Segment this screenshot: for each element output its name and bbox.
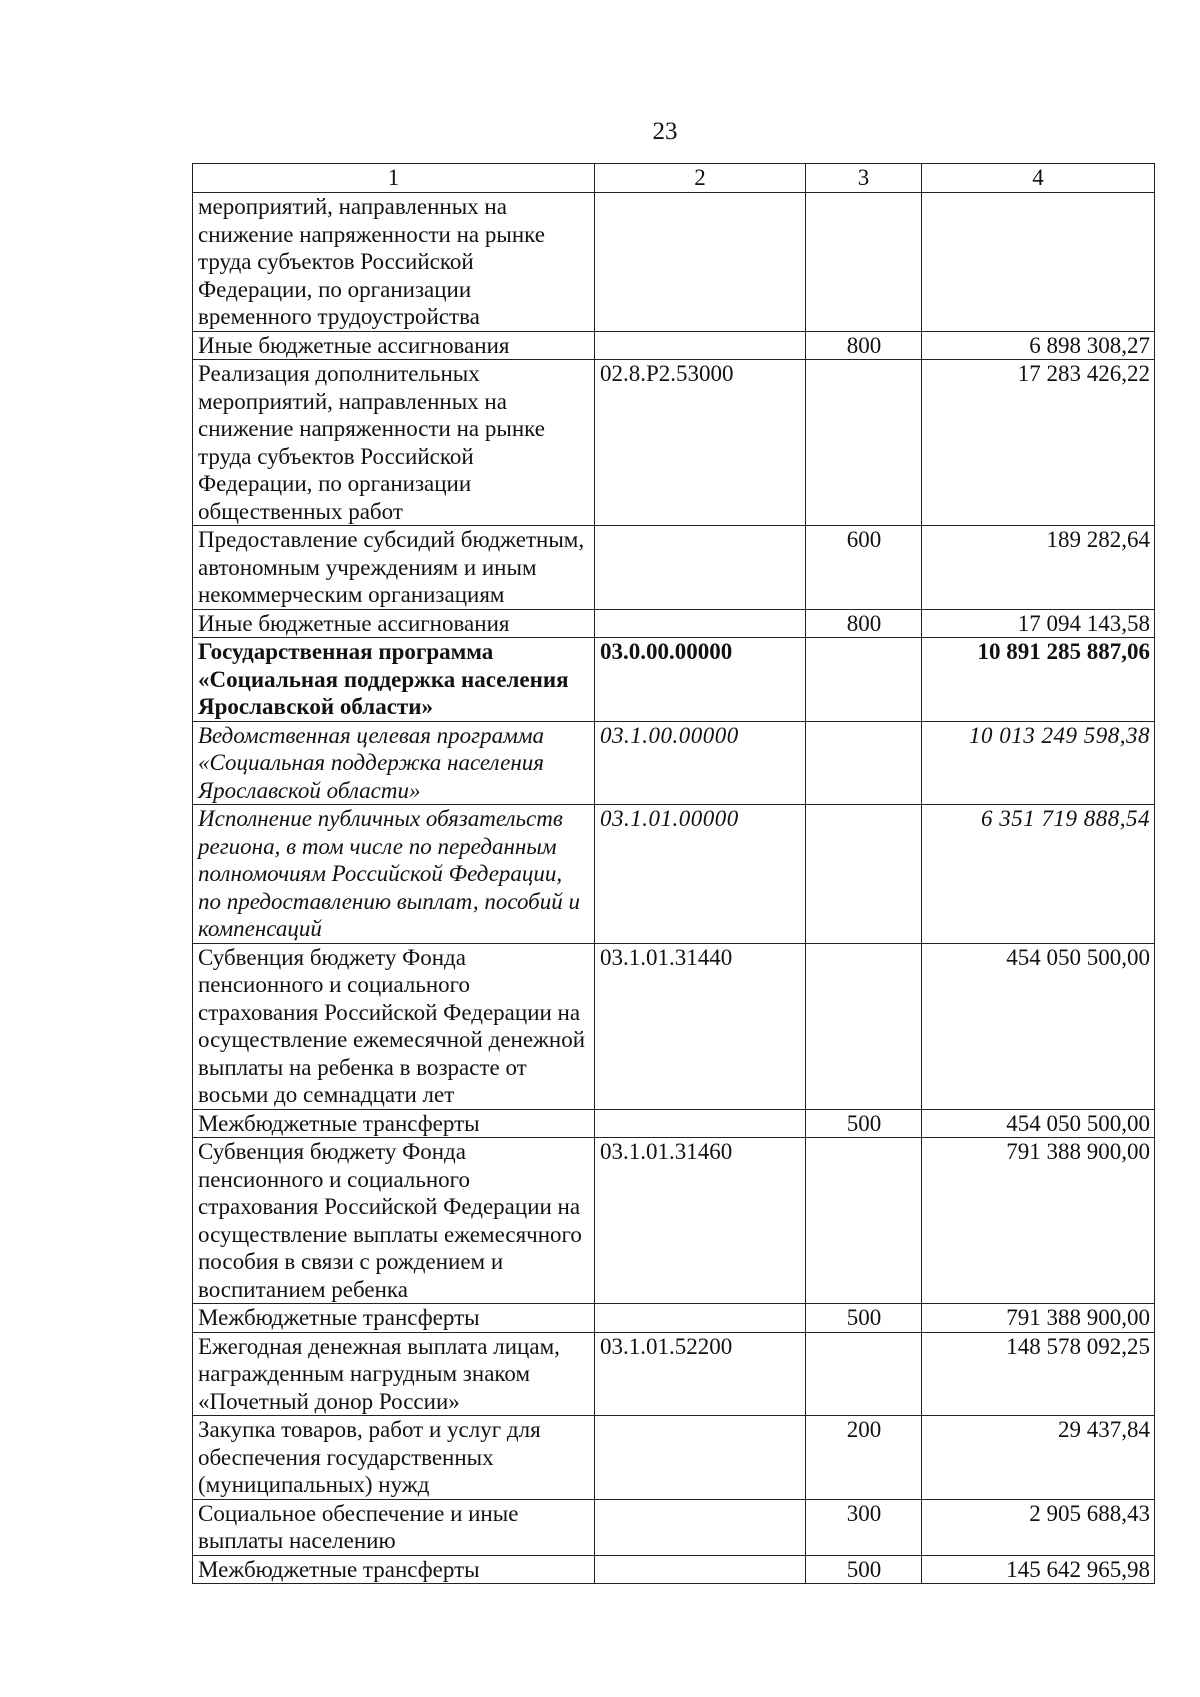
table-row	[193, 609, 1155, 638]
table-row	[193, 1555, 1155, 1584]
row-code-cell	[595, 1304, 806, 1333]
row-name-cell: Социальное обеспечение и иные выплаты населению	[193, 1499, 595, 1555]
row-amount-cell: 29 437,84	[922, 1416, 1155, 1500]
row-amount-cell: 791 388 900,00	[922, 1138, 1155, 1304]
row-amount-cell: 17 283 426,22	[922, 360, 1155, 526]
row-name-cell: Ведомственная целевая программа «Социальная поддержка населения Ярославской области»	[193, 721, 595, 805]
row-amount-cell: 791 388 900,00	[922, 1304, 1155, 1333]
row-code-cell	[595, 331, 806, 360]
table-row	[193, 331, 1155, 360]
table-row	[193, 1499, 1155, 1555]
page-number: 23	[652, 118, 678, 145]
row-code-cell	[595, 1555, 806, 1584]
row-type-cell: 800	[806, 609, 922, 638]
row-code-cell	[595, 193, 806, 332]
row-name-cell: Ежегодная денежная выплата лицам, награжденным нагрудным знаком «Почетный донор России»	[193, 1332, 595, 1416]
row-type-cell: 200	[806, 1416, 922, 1500]
row-amount-cell	[922, 193, 1155, 332]
row-name-cell: Реализация дополнительных мероприятий, направленных на снижение напряженности на рынке труда субъектов Российской Федерации, по организации общественных работ	[193, 360, 595, 526]
row-type-cell	[806, 360, 922, 526]
row-name-cell: Субвенция бюджету Фонда пенсионного и социального страхования Российской Федерации на осуществление выплаты ежемесячного пособия в связи с рождением и воспитанием ребенка	[193, 1138, 595, 1304]
table-row	[193, 943, 1155, 1109]
row-type-cell: 500	[806, 1109, 922, 1138]
row-type-cell: 800	[806, 331, 922, 360]
row-type-cell: 500	[806, 1304, 922, 1333]
row-type-cell: 300	[806, 1499, 922, 1555]
table-row	[193, 1138, 1155, 1304]
row-type-cell	[806, 1332, 922, 1416]
row-amount-cell: 189 282,64	[922, 526, 1155, 610]
row-code-cell: 03.1.00.00000	[595, 721, 806, 805]
column-header: 2	[595, 164, 806, 193]
table-row	[193, 360, 1155, 526]
row-code-cell	[595, 609, 806, 638]
row-name-cell: Иные бюджетные ассигнования	[193, 331, 595, 360]
row-name-cell: Государственная программа «Социальная поддержка населения Ярославской области»	[193, 638, 595, 722]
row-amount-cell: 6 898 308,27	[922, 331, 1155, 360]
row-name-cell: Межбюджетные трансферты	[193, 1304, 595, 1333]
row-code-cell: 03.0.00.00000	[595, 638, 806, 722]
row-amount-cell: 454 050 500,00	[922, 943, 1155, 1109]
row-name-cell: Предоставление субсидий бюджетным, автономным учреждениям и иным некоммерческим организациям	[193, 526, 595, 610]
row-type-cell	[806, 721, 922, 805]
table-row	[193, 526, 1155, 610]
row-code-cell	[595, 526, 806, 610]
row-amount-cell: 6 351 719 888,54	[922, 805, 1155, 944]
row-name-cell: Межбюджетные трансферты	[193, 1109, 595, 1138]
row-code-cell	[595, 1416, 806, 1500]
row-amount-cell: 10 891 285 887,06	[922, 638, 1155, 722]
row-name-cell: Исполнение публичных обязательств региона, в том числе по переданным полномочиям Российской Федерации, по предоставлению выплат, пособий и компенсаций	[193, 805, 595, 944]
row-code-cell: 03.1.01.00000	[595, 805, 806, 944]
row-code-cell: 03.1.01.31460	[595, 1138, 806, 1304]
table-row	[193, 1109, 1155, 1138]
row-code-cell	[595, 1109, 806, 1138]
table-row	[193, 1332, 1155, 1416]
row-code-cell: 03.1.01.31440	[595, 943, 806, 1109]
row-amount-cell: 2 905 688,43	[922, 1499, 1155, 1555]
table-row	[193, 721, 1155, 805]
row-amount-cell: 148 578 092,25	[922, 1332, 1155, 1416]
budget-table	[192, 163, 1155, 1584]
row-amount-cell: 145 642 965,98	[922, 1555, 1155, 1584]
table-row	[193, 805, 1155, 944]
row-type-cell	[806, 638, 922, 722]
table-row	[193, 1304, 1155, 1333]
row-amount-cell: 10 013 249 598,38	[922, 721, 1155, 805]
row-name-cell: Субвенция бюджету Фонда пенсионного и социального страхования Российской Федерации на осуществление ежемесячной денежной выплаты на ребенка в возрасте от восьми до семнадцати лет	[193, 943, 595, 1109]
row-name-cell: Межбюджетные трансферты	[193, 1555, 595, 1584]
table-header-row	[193, 164, 1155, 193]
row-type-cell	[806, 805, 922, 944]
column-header: 1	[193, 164, 595, 193]
row-type-cell	[806, 1138, 922, 1304]
column-header: 4	[922, 164, 1155, 193]
row-code-cell	[595, 1499, 806, 1555]
row-type-cell	[806, 943, 922, 1109]
row-type-cell	[806, 193, 922, 332]
row-type-cell: 500	[806, 1555, 922, 1584]
table-row	[193, 193, 1155, 332]
row-type-cell: 600	[806, 526, 922, 610]
table-row	[193, 638, 1155, 722]
row-name-cell: мероприятий, направленных на снижение напряженности на рынке труда субъектов Российской Федерации, по организации временного трудоустройства	[193, 193, 595, 332]
row-amount-cell: 17 094 143,58	[922, 609, 1155, 638]
row-code-cell: 02.8.Р2.53000	[595, 360, 806, 526]
table-row	[193, 1416, 1155, 1500]
row-name-cell: Закупка товаров, работ и услуг для обеспечения государственных (муниципальных) нужд	[193, 1416, 595, 1500]
row-code-cell: 03.1.01.52200	[595, 1332, 806, 1416]
row-name-cell: Иные бюджетные ассигнования	[193, 609, 595, 638]
row-amount-cell: 454 050 500,00	[922, 1109, 1155, 1138]
column-header: 3	[806, 164, 922, 193]
